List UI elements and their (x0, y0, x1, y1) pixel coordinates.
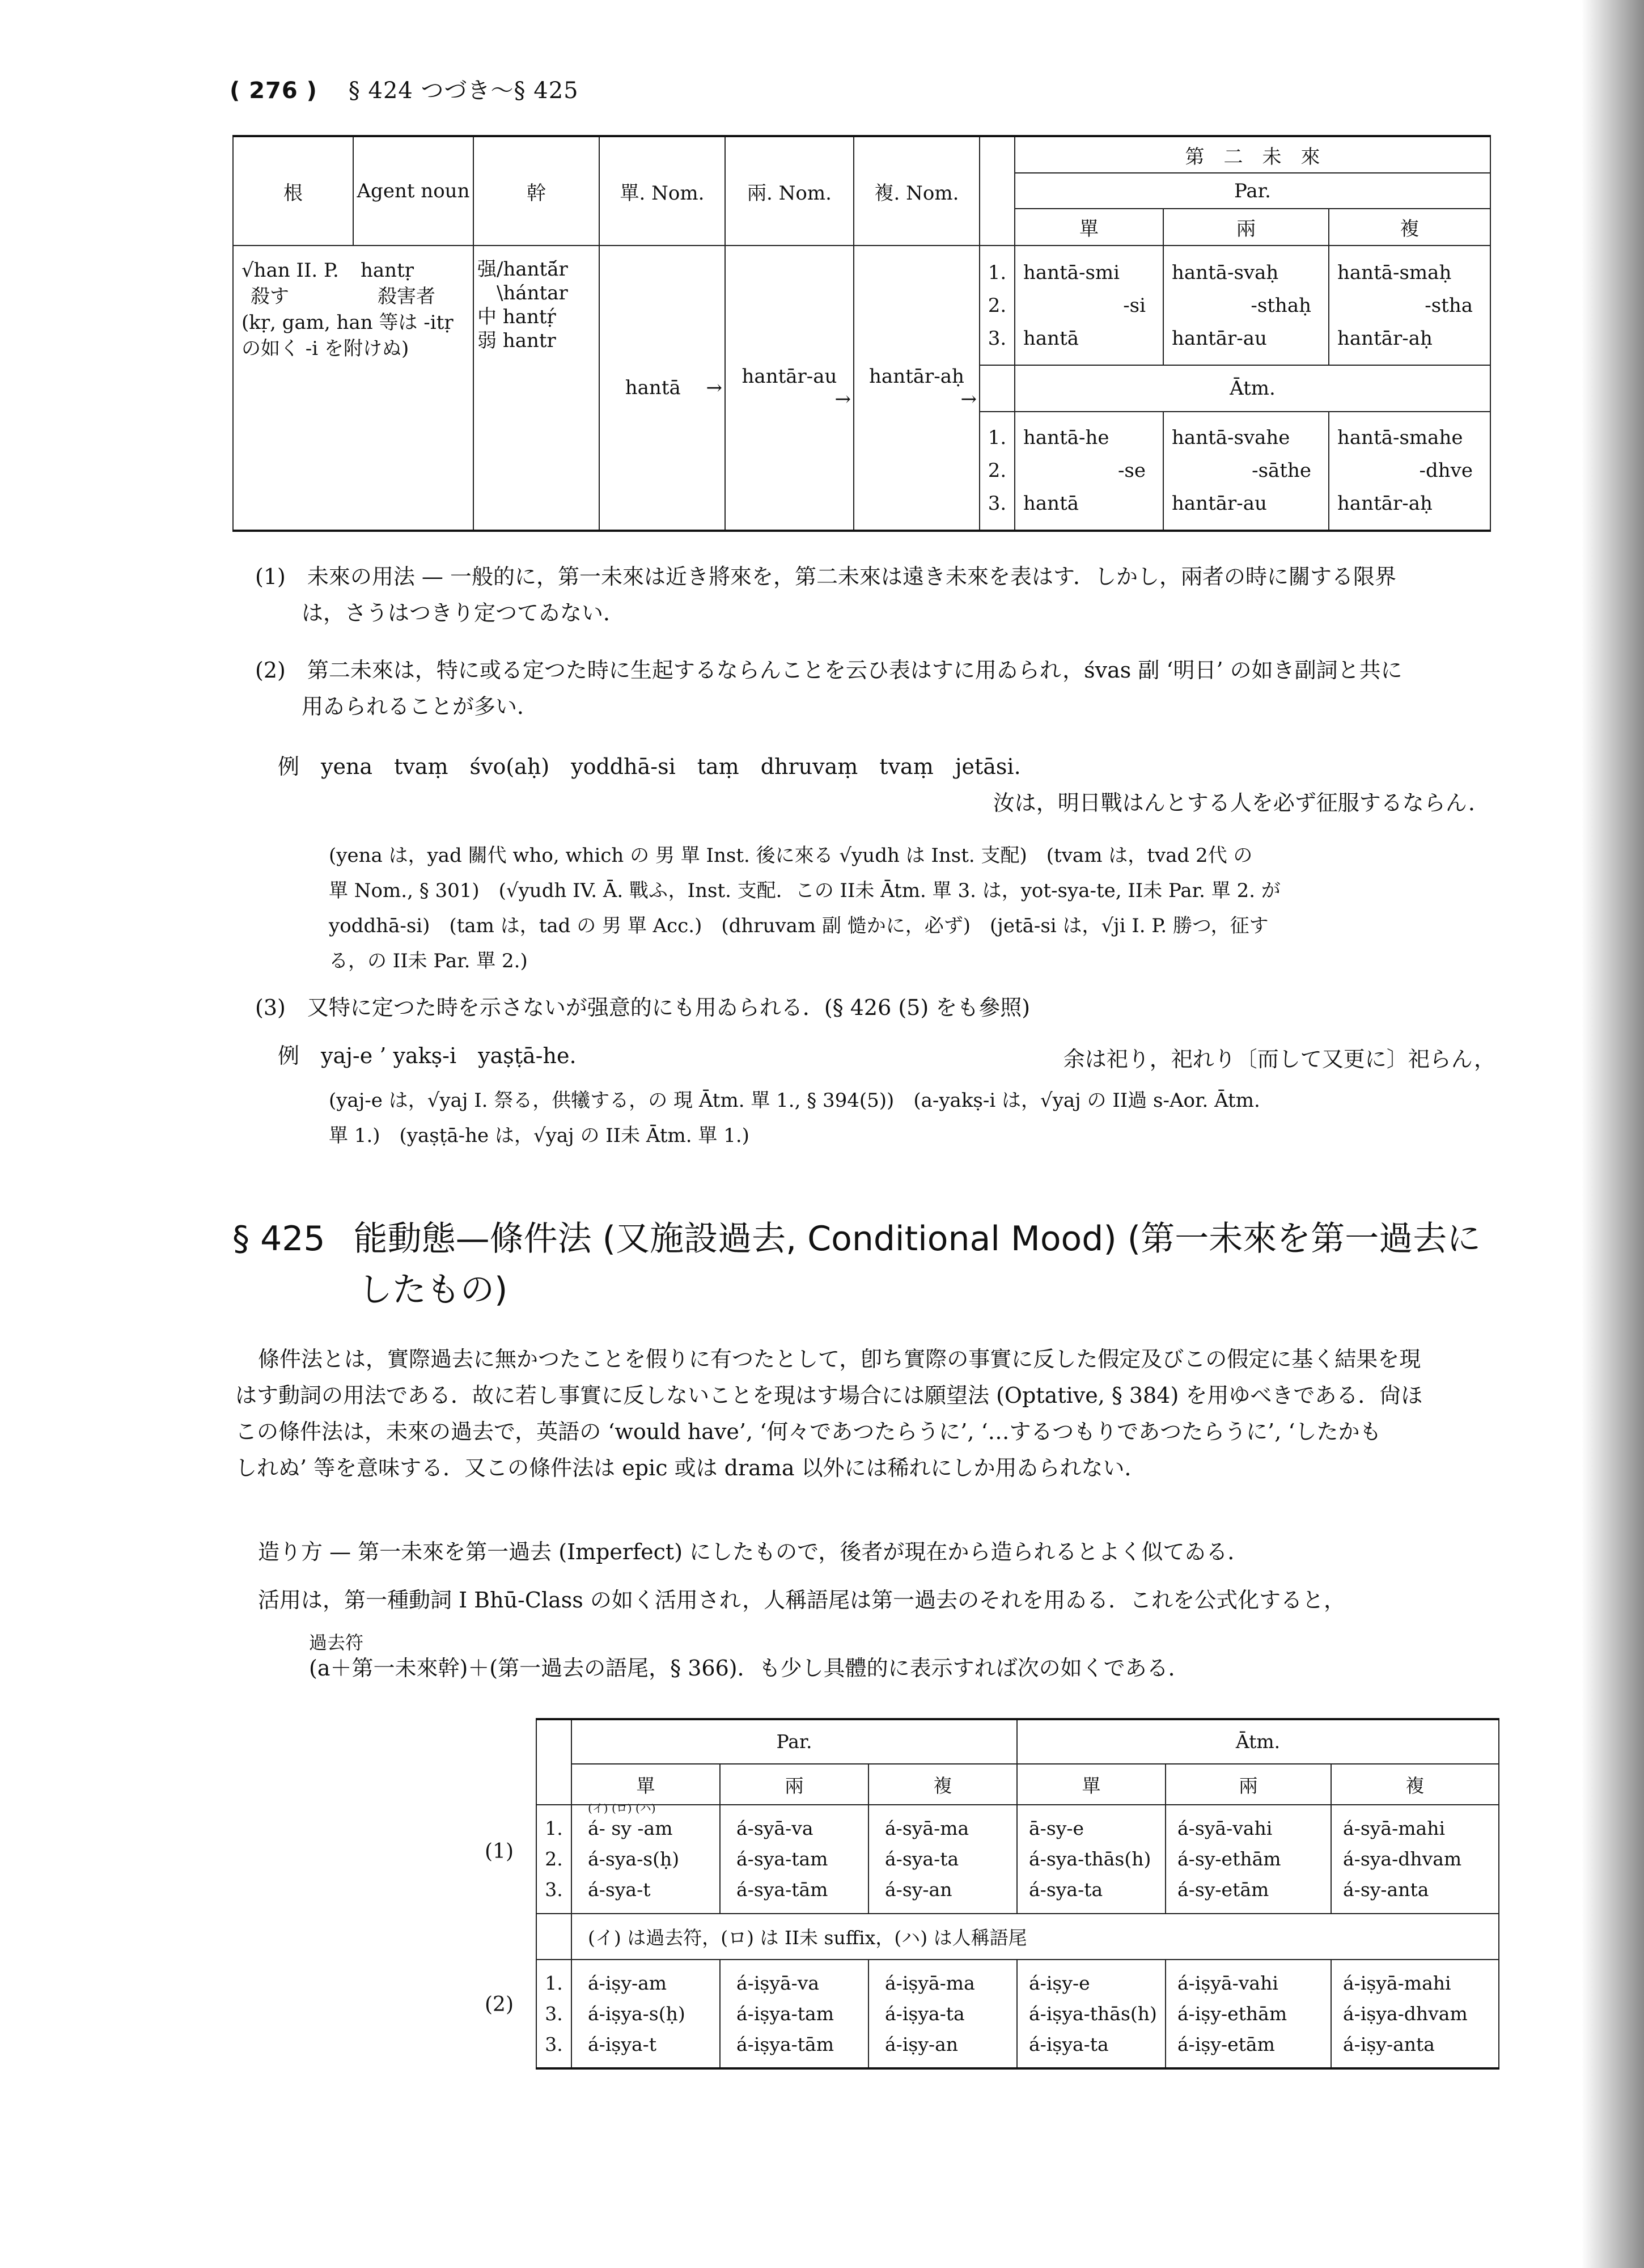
second-future-table (232, 135, 1491, 532)
arrow-icon: → (706, 376, 722, 400)
nom-sg-form: hantā (625, 376, 681, 400)
form: hantā-smi (1023, 261, 1120, 284)
g2-atm-sing (1017, 1960, 1166, 2068)
g2-par-sing (571, 1960, 720, 2068)
form: á-syā-ma (885, 1817, 969, 1840)
nom-pl-cell (854, 246, 980, 531)
person: 1. (545, 1971, 563, 1994)
col-agent-header: Agent noun (353, 136, 473, 246)
marker-explanation: (イ) は過去符，(ロ) は II未 suffix，(ハ) は人稱語尾 (571, 1914, 1499, 1960)
form: á-iṣy-anta (1343, 2033, 1435, 2055)
sing-header: 單 (1015, 209, 1163, 246)
person-1: 1. (988, 261, 1007, 284)
col-stem-header: 幹 (473, 136, 599, 246)
gloss-line: yoddhā-si) (tam は，tad の 男 單 Acc.) (dhruvam 副 慥かに，必ず) (jetā-si は，√ji I. P. 勝つ，征す (329, 915, 1269, 937)
g1-atm-dual (1166, 1805, 1331, 1914)
form: á-iṣya-ta (1029, 2033, 1109, 2055)
gloss-line: (yaj-e は，√yaj I. 祭る，供犧する，の 現 Ātm. 單 1., § 394(5)) (a-yakṣ-i は，√yaj の II過 s-Aor. Ātm. (329, 1089, 1260, 1112)
form: á-sya-tam (736, 1848, 828, 1871)
form: á-iṣya-thās(h) (1029, 2002, 1157, 2025)
person-2: 2. (988, 294, 1007, 317)
dual-header: 兩 (1163, 209, 1329, 246)
person-1: 1. (988, 426, 1007, 450)
form: á-iṣy-am (588, 1971, 667, 1994)
dual-header: 兩 (1166, 1764, 1331, 1805)
page-number: ( 276 ) (230, 78, 317, 104)
sing-header: 單 (571, 1764, 720, 1805)
plural-header: 複 (1329, 209, 1490, 246)
group1-person-numbers (536, 1805, 571, 1914)
plural-header: 複 (1331, 1764, 1499, 1805)
atm-person-numbers (980, 412, 1015, 531)
person: 3. (545, 1878, 563, 1901)
root-meaning: 殺す (251, 285, 289, 308)
example-1-gloss (329, 838, 1508, 979)
group-label-2: (2) (485, 1993, 514, 2016)
g2-par-plural (868, 1960, 1017, 2068)
g2-par-dual (720, 1960, 868, 2068)
atm-plural-cell (1329, 412, 1490, 531)
form: -sāthe (1252, 459, 1311, 483)
person-2: 2. (988, 459, 1007, 483)
atm-dual-cell (1163, 412, 1329, 531)
body-line: この條件法は，未來の過去で，英語の ‘would have’, ‘何々であつたらうに’, ‘…するつもりであつたらうに’, ‘したかも (235, 1419, 1382, 1444)
form: á-iṣya-tam (736, 2002, 834, 2025)
form: hantār-au (1172, 327, 1267, 350)
col-sg-nom-header: 單. Nom. (599, 136, 725, 246)
agent-noun-meaning: 殺害者 (378, 285, 435, 308)
note-2 (255, 652, 1502, 725)
form: hantā-smahe (1337, 426, 1463, 450)
form: á-iṣya-t (588, 2033, 657, 2055)
strong-label: 强 (477, 258, 497, 281)
g1-par-plural (868, 1805, 1017, 1914)
form: á-iṣy-an (885, 2033, 959, 2055)
section-title-line: したもの) (358, 1270, 508, 1310)
section-ref: § 424 つづき～§ 425 (348, 78, 579, 104)
nom-sg-cell (599, 246, 725, 531)
form: á-iṣyā-mahi (1343, 1971, 1451, 1994)
col-pl-nom-header: 複. Nom. (854, 136, 980, 246)
morpheme-markers: (イ) (ロ) (ハ) (588, 1801, 656, 1816)
form: á-sy-anta (1343, 1878, 1429, 1901)
weak-label: 弱 (477, 329, 497, 353)
root-note-1: (kṛ, gam, han 等は -itṛ (241, 311, 454, 335)
plural-header: 複 (868, 1764, 1017, 1805)
body-line: 條件法とは，實際過去に無かつたことを假りに有つたとして，卽ち實際の事實に反した假定及びこの假定に基く結果を現 (258, 1347, 1421, 1372)
form: á-sya-ta (1029, 1878, 1103, 1901)
par-header: Par. (1015, 173, 1490, 209)
dual-header: 兩 (720, 1764, 868, 1805)
atm-header: Ātm. (1017, 1719, 1499, 1764)
nom-du-cell (725, 246, 854, 531)
form: á-iṣya-s(ḥ) (588, 2002, 685, 2025)
strong-stem-2: hántar (503, 282, 568, 305)
par-sing-cell (1015, 246, 1163, 365)
form: á-iṣya-dhvam (1343, 2002, 1468, 2025)
note-3: (3) 又特に定つた時を示さないが强意的にも用ゐられる．(§ 426 (5) をも參照) (255, 995, 1031, 1020)
arrow-icon: → (834, 388, 851, 411)
form: á-iṣy-e (1029, 1971, 1090, 1994)
person-3: 3. (988, 327, 1007, 350)
form: á-sya-thās(h) (1029, 1848, 1151, 1871)
atm-header: Ātm. (1015, 365, 1490, 412)
form: á-sy-an (885, 1878, 952, 1901)
running-header (230, 73, 579, 105)
form: á-iṣyā-va (736, 1971, 820, 1994)
form: -stha (1425, 294, 1473, 317)
example-1-translation: 汝は，明日戰はんとする人を必ず征服するならん． (993, 790, 1490, 815)
agent-noun-form: hantṛ (361, 259, 414, 282)
form: á-sy-etām (1177, 1878, 1269, 1901)
g1-par-dual (720, 1805, 868, 1914)
col-du-nom-header: 兩. Nom. (725, 136, 854, 246)
form: á-iṣya-tām (736, 2033, 834, 2055)
strong-stem-1: hantā́r (503, 258, 568, 281)
form: á-sy-ethām (1177, 1848, 1281, 1871)
form: hantār-aḥ (1337, 327, 1433, 350)
gloss-line: (yena は，yad 關代 who, which の 男 單 Inst. 後に來る √yudh は Inst. 支配) (tvam は，tvad 2代 の (329, 844, 1253, 867)
atm-sing-cell (1015, 412, 1163, 531)
form: á-sya-ta (885, 1848, 959, 1871)
page-edge-shadow (1582, 0, 1644, 2268)
form: á-iṣy-ethām (1177, 2002, 1287, 2025)
par-person-numbers (980, 246, 1015, 365)
form: -si (1123, 294, 1146, 317)
group-label-1: (1) (485, 1840, 514, 1863)
note-1 (255, 558, 1502, 631)
example-2-translation: 余は祀り，祀れり〔而して又更に〕祀らん， (1063, 1047, 1495, 1072)
root-note-2: の如く -i を附けぬ) (241, 337, 409, 361)
form: á-sya-t (588, 1878, 651, 1901)
form: á-sya-s(ḥ) (588, 1848, 680, 1871)
arrow-icon: → (960, 388, 977, 411)
form: á- sy -am (588, 1817, 673, 1840)
gloss-line: る，の II未 Par. 單 2.) (329, 950, 528, 972)
form: hantār-aḥ (1337, 492, 1433, 515)
form: hantā-he (1023, 426, 1109, 450)
body-line: しれぬ’ 等を意味する．又この條件法は epic 或は drama 以外には稀れにしか用ゐられない． (235, 1455, 1146, 1480)
conditional-mood-table (536, 1718, 1499, 2070)
form: á-syā-mahi (1343, 1817, 1446, 1840)
middle-label: 中 (477, 306, 497, 329)
form: hantā-svaḥ (1172, 261, 1279, 284)
form: á-sya-dhvam (1343, 1848, 1462, 1871)
nom-pl-form: hantār-aḥ (869, 365, 964, 388)
form: -sthaḥ (1251, 294, 1311, 317)
gloss-line: 單 1.) (yaṣṭā-he は，√yaj の II未 Ātm. 單 1.) (329, 1124, 749, 1147)
g1-atm-plural (1331, 1805, 1499, 1914)
body-paragraph-1 (235, 1341, 1505, 1486)
note-1-line: は，さうはつきり定つてゐない． (302, 600, 625, 625)
form: á-iṣy-etām (1177, 2033, 1275, 2055)
person: 3. (545, 2002, 563, 2025)
second-future-header: 第 二 未 來 (1015, 136, 1490, 173)
person: 2. (545, 1848, 563, 1871)
weak-stem: hantr (502, 329, 556, 353)
note-2-line: 用ゐられることが多い． (302, 694, 539, 719)
sing-header: 單 (1017, 1764, 1166, 1805)
form: ā-sy-e (1029, 1817, 1084, 1840)
g2-atm-plural (1331, 1960, 1499, 2068)
body-line: はす動詞の用法である．故に若し事實に反しないことを現はす場合には願望法 (Optative, § 384) を用ゆべきである．尙ほ (235, 1383, 1423, 1408)
form: hantā-smaḥ (1337, 261, 1452, 284)
past-marker-label: 過去符 (309, 1632, 364, 1653)
note-2-line: (2) 第二未來は，特に或る定つた時に生起するならんことを云ひ表はすに用ゐられ，śvas 副 ‘明日’ の如き副詞と共に (255, 658, 1403, 683)
form: hantā (1023, 492, 1079, 515)
g2-atm-dual (1166, 1960, 1331, 2068)
form: hantār-au (1172, 492, 1267, 515)
section-title-line: 能動態—條件法 (又施設過去, Conditional Mood) (第一未來を第一過去に (353, 1219, 1481, 1259)
middle-stem: hantṛ́ (502, 306, 556, 329)
person-3: 3. (988, 492, 1007, 515)
conditional-formula: (a＋第一未來幹)＋(第一過去の語尾，§ 366)．も少し具體的に表示すれば次の如くである． (309, 1656, 1190, 1681)
g1-atm-sing (1017, 1805, 1166, 1914)
section-heading (232, 1213, 1481, 1315)
form: á-syā-va (736, 1817, 813, 1840)
nom-du-form: hantār-au (742, 365, 837, 388)
example-1: 例 yena tvaṃ śvo(aḥ) yoddhā-si taṃ dhruvaṃ tvaṃ jetāsi. (278, 754, 1021, 779)
form: hantā-svahe (1172, 426, 1290, 450)
g1-par-sing (571, 1801, 720, 1914)
form: á-iṣyā-vahi (1177, 1971, 1278, 1994)
note-1-line: (1) 未來の用法 — 一般的に，第一未來は近き將來を，第二未來は遠き未來を表はす．しかし，兩者の時に關する限界 (255, 564, 1396, 589)
example-2-gloss (329, 1083, 1508, 1153)
example-2: 例 yaj-e ’ yakṣ-i yaṣṭā-he. (278, 1043, 577, 1068)
group2-person-numbers (536, 1960, 571, 2068)
par-plural-cell (1329, 246, 1490, 365)
body-paragraph-3: 活用は，第一種動詞 I Bhū-Class の如く活用され，人稱語尾は第一過去のそれを用ゐる．これを公式化すると， (258, 1588, 1346, 1613)
body-paragraph-2: 造り方 — 第一未來を第一過去 (Imperfect) にしたもので，後者が現在から造られるとよく似てゐる． (258, 1539, 1249, 1564)
form: á-syā-vahi (1177, 1817, 1273, 1840)
col-root-header: 根 (233, 136, 353, 246)
form: á-iṣya-ta (885, 2002, 965, 2025)
par-header: Par. (571, 1719, 1017, 1764)
person: 1. (545, 1817, 563, 1840)
form: hantā (1023, 327, 1079, 350)
stem-cell: 强/hantā́r \hántar 中 hantṛ́ 弱 hantr (473, 246, 599, 531)
gloss-line: 單 Nom., § 301) (√yudh IV. Ā. 戰ふ，Inst. 支配．この II未 Ātm. 單 3. は，yot-sya-te, II未 Par. 單 2. が (329, 879, 1281, 902)
root-cell (233, 246, 473, 531)
form: -se (1117, 459, 1146, 483)
form: -dhve (1419, 459, 1473, 483)
section-number: § 425 (232, 1219, 325, 1259)
person: 3. (545, 2033, 563, 2055)
form: á-sya-tām (736, 1878, 828, 1901)
root-form: √han II. P. (241, 259, 339, 282)
form: á-iṣyā-ma (885, 1971, 975, 1994)
par-dual-cell (1163, 246, 1329, 365)
